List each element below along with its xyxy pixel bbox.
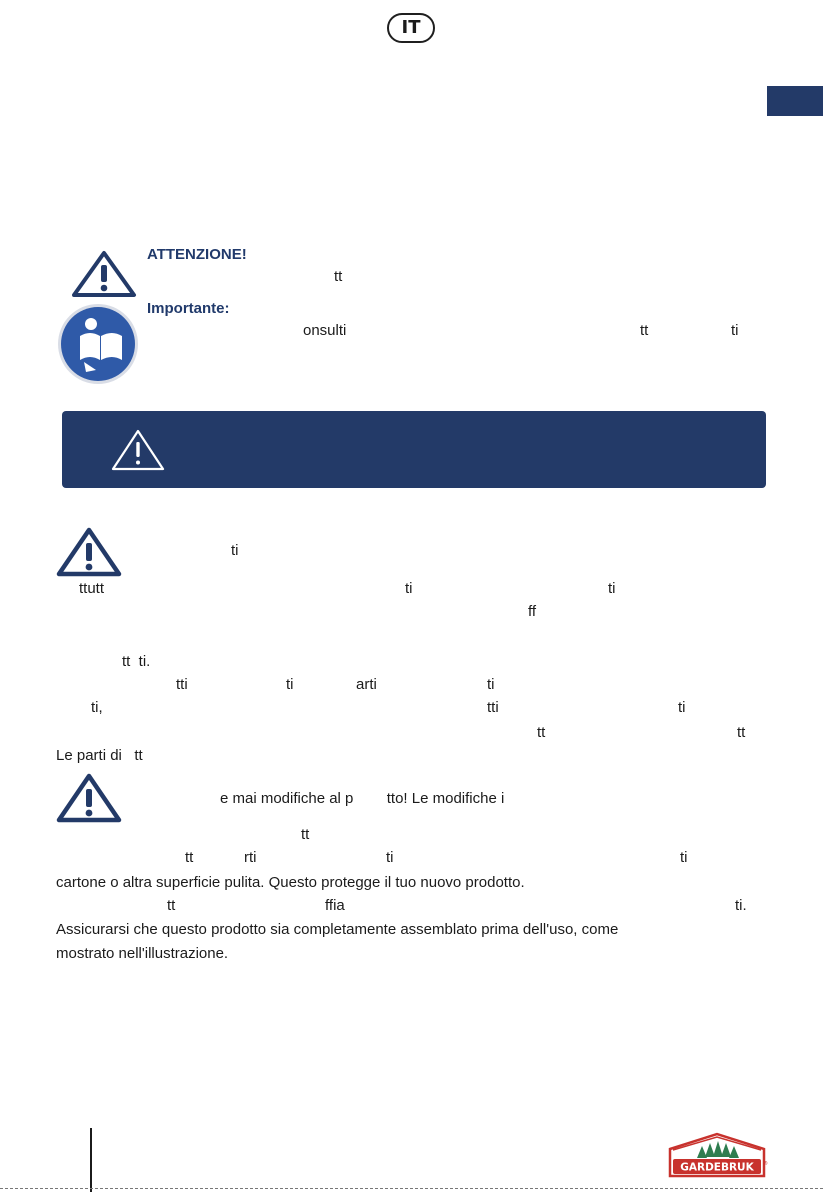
text-fragment: onsulti <box>303 322 347 339</box>
brand-name: GARDEBRUK <box>680 1161 754 1174</box>
text-fragment: ttutt <box>79 580 105 597</box>
attention-title: ATTENZIONE! <box>147 246 247 263</box>
text-fragment: ti <box>286 676 294 693</box>
warning-triangle-icon <box>109 427 167 473</box>
text-fragment: arti <box>356 676 377 693</box>
text-fragment: rti <box>244 849 257 866</box>
text-fragment: tt <box>301 826 310 843</box>
text-line: mostrato nell'illustrazione. <box>56 945 229 962</box>
text-fragment: tt ti. <box>122 653 151 670</box>
text-fragment: tt <box>537 724 546 741</box>
text-line: cartone o altra superficie pulita. Questo protegge il tuo nuovo prodotto. <box>56 874 525 891</box>
text-fragment: ti <box>678 699 686 716</box>
text-fragment: ff <box>528 603 537 620</box>
section-tab <box>767 86 823 116</box>
text-fragment: tt <box>185 849 194 866</box>
warning-triangle-icon <box>55 772 123 824</box>
registered-mark: ® <box>763 1161 768 1167</box>
text-fragment: Le parti di tt <box>56 747 143 764</box>
text-fragment: ti <box>731 322 739 339</box>
text-fragment: ti <box>608 580 616 597</box>
text-fragment: tti <box>176 676 188 693</box>
text-fragment: tti <box>487 699 499 716</box>
text-fragment: ti <box>386 849 394 866</box>
text-fragment: ti <box>231 542 239 559</box>
important-title: Importante: <box>147 300 230 317</box>
text-line: Assicurarsi che questo prodotto sia completamente assemblato prima dell'uso, come <box>56 921 619 938</box>
footer-divider <box>90 1128 92 1192</box>
text-fragment: ti. <box>735 897 747 914</box>
text-fragment: ti <box>680 849 688 866</box>
read-manual-icon <box>56 302 140 386</box>
brand-logo <box>667 1132 767 1178</box>
warning-triangle-icon <box>55 526 123 578</box>
text-fragment: tt <box>334 268 343 285</box>
text-fragment: ti <box>405 580 413 597</box>
text-fragment: tt <box>640 322 649 339</box>
text-fragment: ti <box>487 676 495 693</box>
text-fragment: ti, <box>91 699 103 716</box>
warning-triangle-icon <box>70 249 138 299</box>
text-fragment: ffia <box>325 897 345 914</box>
text-fragment: tt <box>167 897 176 914</box>
text-fragment: tt <box>737 724 746 741</box>
warning-banner <box>62 411 766 488</box>
page-edge-line <box>0 1188 823 1189</box>
text-fragment: e mai modifiche al p tto! Le modifiche i <box>220 790 505 807</box>
language-badge: IT <box>387 13 435 43</box>
